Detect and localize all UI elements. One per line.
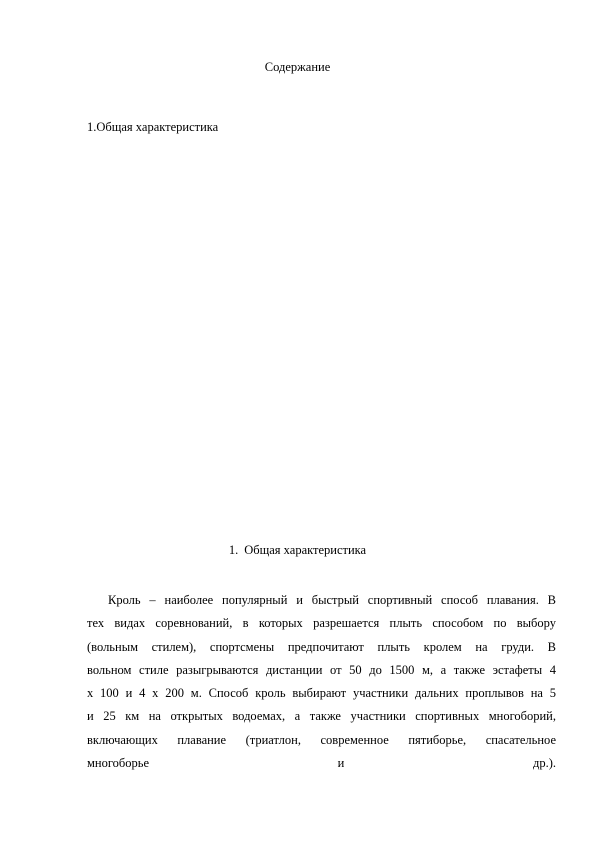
toc-item-general-characteristics: 1.Общая характеристика	[87, 120, 219, 134]
section-heading	[0, 543, 595, 557]
paragraph-last-line	[87, 752, 556, 775]
paragraph-line: тех видах соревнований, в которых разрешается плыть способом по выбору	[87, 616, 556, 631]
paragraph-line: х 100 и 4 х 200 м. Способ кроль выбирают участники дальних проплывов на 5	[87, 686, 556, 701]
section-title: Общая характеристика	[244, 543, 367, 557]
toc-title: Содержание	[264, 60, 331, 74]
last-line-word: др.).	[532, 756, 556, 771]
last-line-word: многоборье	[87, 756, 150, 771]
last-line-word: и	[337, 756, 345, 771]
paragraph-line: (вольным стилем), спортсмены предпочитают плыть кролем на груди. В	[87, 639, 556, 654]
paragraph-line: вольном стиле разыгрываются дистанции от 50 до 1500 м, а также эстафеты 4	[87, 662, 556, 677]
section-number: 1.	[228, 543, 239, 557]
section-body-paragraph	[87, 589, 556, 775]
paragraph-line: и 25 км на открытых водоемах, а также участники спортивных многоборий,	[87, 709, 556, 724]
paragraph-line: Кроль – наиболее популярный и быстрый спортивный способ плавания. В	[108, 593, 556, 607]
paragraph-line: включающих плавание (триатлон, современное пятиборье, спасательное	[87, 732, 556, 747]
